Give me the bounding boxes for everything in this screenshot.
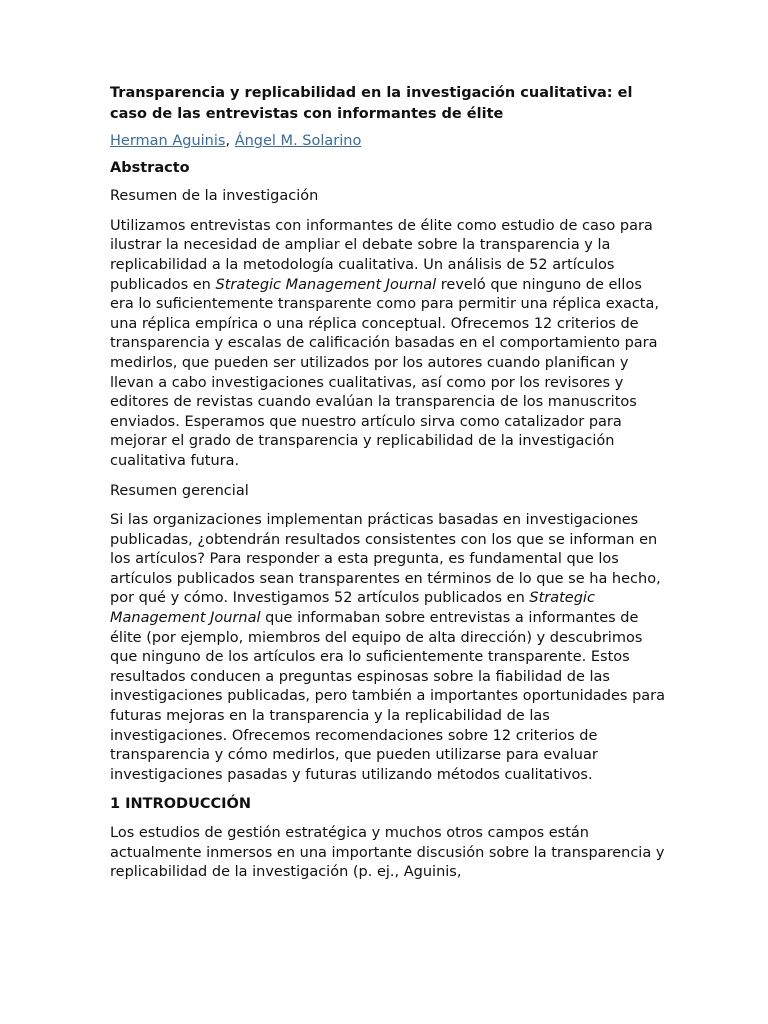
research-summary-paragraph: [110, 217, 670, 472]
managerial-summary-heading: Resumen gerencial: [110, 482, 249, 499]
managerial-summary-text-b: que informaban sobre entrevistas a informantes de élite (por ejemplo, miembros del equipo de alta dirección) y descubrimos que ninguno de los artículos era lo suficientemente transparente. Estos resultados conducen a preguntas espinosas sobre la fiabilidad de las investigaciones publicadas, pero también a importantes oportunidades para futuras mejoras en la transparencia y la replicabilidad de las investigaciones. Ofrecemos recomendaciones sobre 12 criterios de transparencia y cómo medirlos, que pueden utilizarse para evaluar investigaciones pasadas y futuras utilizando métodos cualitativos.: [110, 610, 666, 783]
author-list: [110, 132, 670, 152]
research-summary-text-b: reveló que ninguno de ellos era lo suficientemente transparente como para permitir una réplica exacta, una réplica empírica o una réplica conceptual. Ofrecemos 12 criterios de transparencia y escalas de calificación basadas en el comportamiento para medirlos, que pueden ser utilizados por los autores cuando planifican y llevan a cabo investigaciones cualitativas, así como por los revisores y editores de revistas cuando evalúan la transparencia de los manuscritos enviados. Esperamos que nuestro artículo sirva como catalizador para mejorar el grado de transparencia y replicabilidad de la investigación cualitativa futura.: [110, 276, 659, 469]
author-link-solarino[interactable]: Ángel M. Solarino: [234, 133, 362, 149]
author-separator: ,: [225, 133, 235, 149]
journal-name: Strategic Management Journal: [110, 590, 595, 627]
document-title: Transparencia y replicabilidad en la investigación cualitativa: el caso de las entrevistas con informantes de élite: [110, 85, 633, 122]
abstract-heading: Abstracto: [110, 159, 190, 176]
managerial-summary-text-a: Si las organizaciones implementan prácticas basadas en investigaciones publicadas, ¿obtendrán resultados consistentes con los que se informan en los artículos? Para responder a esta pregunta, es fundamental que los artículos publicados sean transparentes en términos de lo que se ha hecho, por qué y cómo. Investigamos 52 artículos publicados en: [110, 512, 661, 607]
document-page: [110, 83, 670, 893]
introduction-heading: 1 INTRODUCCIÓN: [110, 796, 251, 813]
managerial-summary-paragraph: [110, 511, 670, 785]
journal-name: Strategic Management Journal: [215, 276, 437, 293]
research-summary-text-a: Utilizamos entrevistas con informantes de élite como estudio de caso para ilustrar la necesidad de ampliar el debate sobre la transparencia y la replicabilidad a la metodología cualitativa. Un análisis de 52 artículos publicados en: [110, 217, 653, 293]
introduction-paragraph: Los estudios de gestión estratégica y muchos otros campos están actualmente inmersos en una importante discusión sobre la transparencia y replicabilidad de la investigación (p. ej., Aguinis,: [110, 825, 665, 881]
author-link-aguinis[interactable]: Herman Aguinis: [110, 133, 226, 149]
research-summary-heading: Resumen de la investigación: [110, 188, 319, 205]
